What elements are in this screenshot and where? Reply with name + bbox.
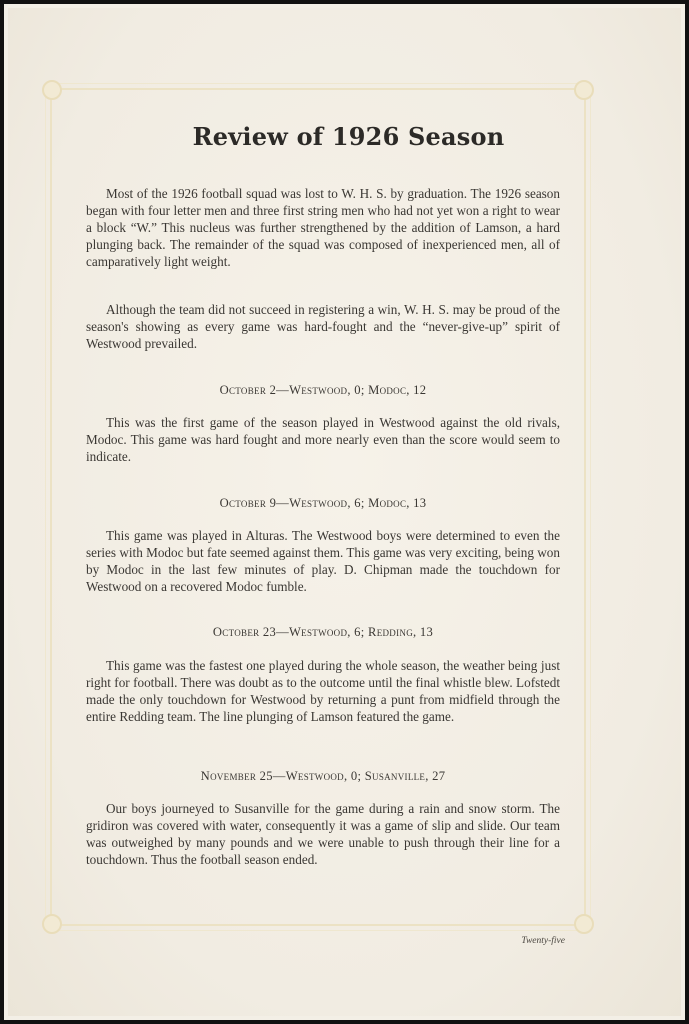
game-heading-oct-2: October 2—Westwood, 0; Modoc, 12: [219, 383, 427, 397]
game-report-nov-25: Our boys journeyed to Susanville for the game during a rain and snow storm. The gridiron was covered with water, consequently it was a game of slip and slide. Our team was outweighed by many pounds and we were unable to push through their line for a touchdown. Thus the football season ended.: [86, 801, 560, 868]
game-heading-oct-9: October 9—Westwood, 6; Modoc, 13: [219, 496, 427, 510]
game-report-oct-9: This game was played in Alturas. The Westwood boys were determined to even the series with Modoc but fate seemed against them. This game was very exciting, being won by Modoc in the last few minutes of play. D. Chipman made the touchdown for Westwood on a recovered Modoc fumble.: [86, 528, 560, 595]
ornament-corner-icon: [42, 80, 62, 100]
intro-paragraph-2: Although the team did not succeed in registering a win, W. H. S. may be proud of the season's showing as every game was hard-fought and the “never-give-up” spirit of Westwood prevailed.: [86, 302, 560, 352]
ornament-corner-icon: [42, 914, 62, 934]
intro-paragraph-1: Most of the 1926 football squad was lost to W. H. S. by graduation. The 1926 season began with four letter men and three first string men who had not yet won a right to wear a block “W.” This nucleus was further strengthened by the addition of Lamson, a hard plunging back. The remainder of the squad was composed of inexperienced men, all of camparatively light weight.: [86, 186, 560, 270]
game-heading-nov-25: November 25—Westwood, 0; Susanville, 27: [200, 769, 446, 783]
ornament-corner-icon: [574, 914, 594, 934]
game-heading-oct-23: October 23—Westwood, 6; Redding, 13: [212, 625, 434, 639]
game-report-oct-23: This game was the fastest one played during the whole season, the weather being just right for football. There was doubt as to the outcome until the final whistle blew. Lofstedt made the only touchdown for Westwood by returning a punt from midfield through the entire Redding team. The line plunging of Lamson featured the game.: [86, 658, 560, 725]
game-report-oct-2: This was the first game of the season played in Westwood against the old rivals, Modoc. This game was hard fought and more nearly even than the score would seem to indicate.: [86, 415, 560, 465]
page-number: Twenty-five: [521, 936, 565, 946]
page-title: Review of 1926 Season: [192, 122, 505, 151]
ornament-corner-icon: [574, 80, 594, 100]
